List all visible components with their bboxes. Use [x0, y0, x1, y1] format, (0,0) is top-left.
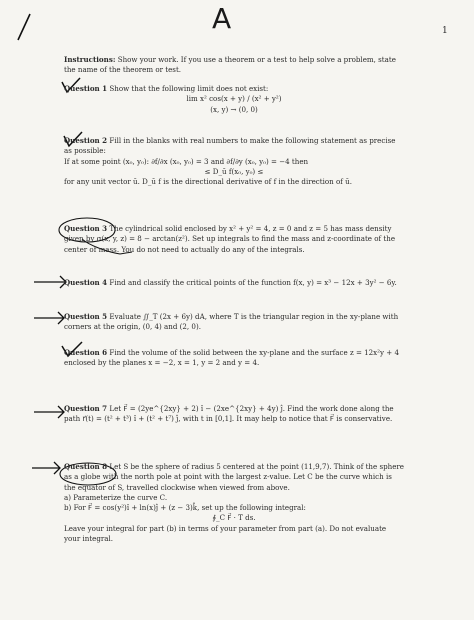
question-3	[64, 224, 404, 255]
question-text: Find and classify the critical points of the function f(x, y) = x³ − 12x + 3y² − 6y.	[109, 278, 397, 287]
question-5	[64, 312, 404, 333]
arrow-mark-q4	[34, 276, 66, 288]
q2-condition: If at some point (x₀, y₀): ∂f/∂x (x₀, y₀) = 3 and ∂f/∂y (x₀, y₀) = −4 then	[64, 156, 309, 166]
question-label: Question 5	[64, 312, 108, 321]
question-label: Question 1	[64, 84, 108, 93]
q8-part-b: b) For F⃗ = cos(y²)î + ln(x)ĵ + (z − 3)k̂, set up the following integral:	[64, 503, 306, 513]
question-label: Question 6	[64, 348, 108, 357]
instructions	[64, 55, 404, 76]
question-text: Show that the following limit does not exist:	[109, 84, 269, 93]
question-text: Evaluate ∬_T (2x + 6y) dA, where T is the triangular region in the xy-plane with corners at the origin, (0, 4) and (2, 0).	[64, 312, 399, 332]
limit-subscript: (x, y) → (0, 0)	[210, 104, 258, 114]
arrow-mark-q8	[32, 462, 60, 474]
arrow-mark-q7	[34, 406, 64, 418]
instructions-label: Instructions:	[64, 55, 116, 64]
limit-formula: lim x² cos(x + y) / (x² + y²)	[186, 94, 282, 104]
question-text: Find the volume of the solid between the xy-plane and the surface z = 12x²y + 4 enclosed by the planes x = −2, x = 1, y = 2 and y = 4.	[64, 348, 399, 368]
question-label: Question 7	[64, 404, 108, 413]
q2-blanks: ≤ D_ū f(x₀, y₀) ≤	[204, 166, 264, 176]
question-2	[64, 136, 404, 187]
handwritten-letter: A	[212, 2, 232, 35]
question-text: Let S be the sphere of radius 5 centered at the point (11,9,7). Think of the sphere as a globe with the north pole at point with the largest z-value. Let C be the curve which is the equator of S, travelled clockwise when viewed from above.	[64, 462, 404, 492]
question-8	[64, 462, 404, 544]
question-4	[64, 278, 404, 288]
q8-part-a: a) Parameterize the curve C.	[64, 492, 168, 502]
q8-integral: ∮_C F⃗ · T ds.	[212, 513, 256, 523]
slash-mark	[18, 14, 30, 40]
arrow-mark-q5	[34, 312, 64, 324]
instructions-text: Show your work. If you use a theorem or a test to help solve a problem, state the name of the theorem or test.	[64, 55, 396, 75]
question-text: Let F⃗ = (2ye^{2xy} + 2) î − (2xe^{2xy} + 4y) ĵ. Find the work done along the path r⃗(t) = (t² + t³) î + (t² + t⁷) ĵ, with t in [0,1]. It may help to notice that F⃗ is conservative.	[64, 404, 394, 424]
question-text: The cylindrical solid enclosed by x² + y² = 4, z = 0 and z = 5 has mass density given by σ(x, y, z) = 8 − arctan(z²). Set up integrals to find the mass and z-coordinate of the center of mass. You do not need to actually do any of the integrals.	[64, 224, 396, 254]
q8-closing: Leave your integral for part (b) in terms of your parameter from part (a). Do not evaluate your integral.	[64, 523, 387, 543]
question-label: Question 4	[64, 278, 108, 287]
question-6	[64, 348, 404, 369]
page-number: 1	[442, 26, 448, 36]
question-7	[64, 404, 404, 425]
question-text: Fill in the blanks with real numbers to make the following statement as precise as possible:	[64, 136, 396, 156]
question-label: Question 3	[64, 224, 108, 233]
question-label: Question 8	[64, 462, 108, 471]
question-label: Question 2	[64, 136, 108, 145]
question-1	[64, 84, 404, 115]
q2-note: for any unit vector ū. D_ū f is the directional derivative of f in the direction of ū.	[64, 177, 352, 187]
